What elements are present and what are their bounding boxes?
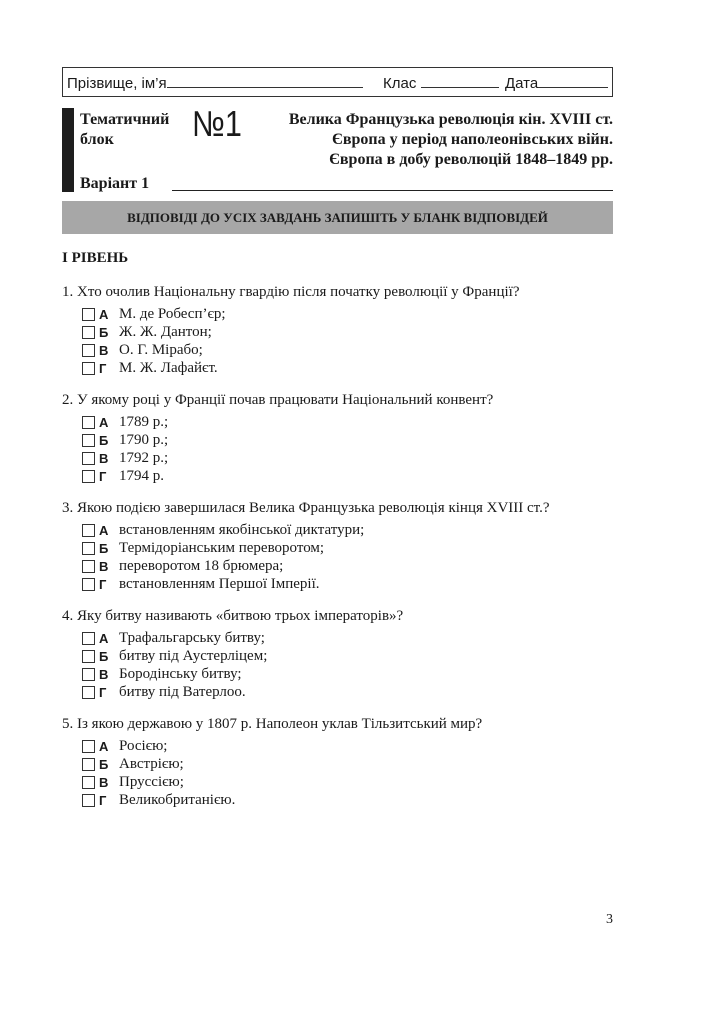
answer-checkbox[interactable] <box>82 794 95 807</box>
option-text: Пруссією; <box>119 773 184 790</box>
block-label-line2: блок <box>80 131 114 148</box>
option-letter: Г <box>99 576 107 592</box>
answer-option[interactable] <box>62 539 613 557</box>
question-2 <box>62 390 613 485</box>
answer-option[interactable] <box>62 431 613 449</box>
class-field[interactable] <box>383 73 499 92</box>
option-letter: Б <box>99 432 109 448</box>
answer-checkbox[interactable] <box>82 632 95 645</box>
answer-checkbox[interactable] <box>82 776 95 789</box>
option-letter: Г <box>99 468 107 484</box>
answer-option[interactable] <box>62 305 613 323</box>
option-text: Трафальгарську битву; <box>119 629 265 646</box>
option-letter: В <box>99 666 109 682</box>
option-text: битву під Аустерліцем; <box>119 647 268 664</box>
answer-checkbox[interactable] <box>82 434 95 447</box>
question-3 <box>62 498 613 593</box>
option-letter: А <box>99 414 109 430</box>
option-letter: А <box>99 738 109 754</box>
answer-option[interactable] <box>62 413 613 431</box>
class-label: Клас <box>383 75 417 92</box>
answer-option[interactable] <box>62 773 613 791</box>
answer-option[interactable] <box>62 467 613 485</box>
header-accent-bar <box>62 108 74 192</box>
option-text: Термідоріанським переворотом; <box>119 539 325 556</box>
option-text: М. Ж. Лафайєт. <box>119 359 218 376</box>
question-text: 1. Хто очолив Національну гвардію після початку революції у Франції? <box>62 284 520 300</box>
question-text: 4. Яку битву називають «битвою трьох імператорів»? <box>62 608 404 624</box>
option-text: 1790 р.; <box>119 431 169 448</box>
option-letter: Г <box>99 360 107 376</box>
question-4 <box>62 606 613 701</box>
answer-checkbox[interactable] <box>82 668 95 681</box>
option-letter: Б <box>99 324 109 340</box>
answer-checkbox[interactable] <box>82 650 95 663</box>
answer-checkbox[interactable] <box>82 362 95 375</box>
option-letter: В <box>99 774 109 790</box>
instruction-banner: ВІДПОВІДІ ДО УСІХ ЗАВДАНЬ ЗАПИШІТЬ У БЛАНК ВІДПОВІДЕЙ <box>62 201 613 234</box>
option-text: Великобританією. <box>119 791 236 808</box>
option-letter: В <box>99 558 109 574</box>
option-letter: А <box>99 306 109 322</box>
option-text: Ж. Ж. Дантон; <box>119 323 212 340</box>
question-list <box>62 282 613 822</box>
level-title: І РІВЕНЬ <box>62 250 129 266</box>
option-letter: Г <box>99 684 107 700</box>
answer-checkbox[interactable] <box>82 326 95 339</box>
answer-checkbox[interactable] <box>82 452 95 465</box>
option-letter: Г <box>99 792 107 808</box>
date-field[interactable] <box>505 73 608 92</box>
question-text: 2. У якому році у Франції почав працювати Національний конвент? <box>62 392 494 408</box>
option-text: переворотом 18 брюмера; <box>119 557 284 574</box>
name-label: Прізвище, ім’я <box>67 75 167 92</box>
question-text: 5. Із якою державою у 1807 р. Наполеон уклав Тільзитський мир? <box>62 716 483 732</box>
option-text: О. Г. Мірабо; <box>119 341 203 358</box>
answer-option[interactable] <box>62 665 613 683</box>
block-number: №1 <box>192 103 242 144</box>
question-text: 3. Якою подією завершилася Велика Французька революція кінця XVIII ст.? <box>62 500 550 516</box>
option-text: Австрією; <box>119 755 184 772</box>
option-letter: В <box>99 342 109 358</box>
option-text: Бородінську битву; <box>119 665 242 682</box>
answer-option[interactable] <box>62 557 613 575</box>
answer-checkbox[interactable] <box>82 542 95 555</box>
name-line <box>167 73 363 88</box>
topic-line: Велика Французька революція кін. XVIII ст. <box>288 111 613 128</box>
block-label <box>80 110 169 150</box>
answer-checkbox[interactable] <box>82 560 95 573</box>
answer-checkbox[interactable] <box>82 578 95 591</box>
option-text: 1789 р.; <box>119 413 169 430</box>
topic-title <box>233 110 613 170</box>
answer-checkbox[interactable] <box>82 344 95 357</box>
question-1 <box>62 282 613 377</box>
option-letter: Б <box>99 756 109 772</box>
option-text: 1792 р.; <box>119 449 169 466</box>
topic-line: Європа в добу революцій 1848–1849 рр. <box>329 151 613 168</box>
block-label-line1: Тематичний <box>80 111 170 128</box>
answer-option[interactable] <box>62 323 613 341</box>
name-field[interactable] <box>67 73 363 92</box>
option-letter: А <box>99 630 109 646</box>
answer-option[interactable] <box>62 359 613 377</box>
answer-option[interactable] <box>62 755 613 773</box>
student-info-box <box>62 67 613 97</box>
answer-option[interactable] <box>62 683 613 701</box>
option-text: битву під Ватерлоо. <box>119 683 246 700</box>
answer-checkbox[interactable] <box>82 470 95 483</box>
answer-option[interactable] <box>62 575 613 593</box>
option-letter: Б <box>99 540 109 556</box>
answer-option[interactable] <box>62 341 613 359</box>
answer-checkbox[interactable] <box>82 308 95 321</box>
class-line <box>421 73 499 88</box>
answer-option[interactable] <box>62 521 613 539</box>
page-number: 3 <box>606 912 613 927</box>
option-letter: А <box>99 522 109 538</box>
answer-option[interactable] <box>62 791 613 809</box>
date-label: Дата <box>505 75 539 92</box>
option-text: Росією; <box>119 737 168 754</box>
answer-option[interactable] <box>62 647 613 665</box>
date-line <box>538 73 608 88</box>
topic-line: Європа у період наполеонівських війн. <box>331 131 613 148</box>
option-letter: Б <box>99 648 109 664</box>
option-letter: В <box>99 450 109 466</box>
option-text: М. де Робесп’єр; <box>119 305 226 322</box>
answer-checkbox[interactable] <box>82 758 95 771</box>
answer-checkbox[interactable] <box>82 416 95 429</box>
question-5 <box>62 714 613 809</box>
answer-option[interactable] <box>62 737 613 755</box>
option-text: встановленням якобінської диктатури; <box>119 521 365 538</box>
answer-option[interactable] <box>62 629 613 647</box>
answer-checkbox[interactable] <box>82 686 95 699</box>
variant-label: Варіант 1 <box>80 175 150 192</box>
answer-checkbox[interactable] <box>82 524 95 537</box>
variant-line <box>172 190 613 191</box>
answer-checkbox[interactable] <box>82 740 95 753</box>
answer-option[interactable] <box>62 449 613 467</box>
option-text: встановленням Першої Імперії. <box>119 575 320 592</box>
option-text: 1794 р. <box>119 467 164 484</box>
